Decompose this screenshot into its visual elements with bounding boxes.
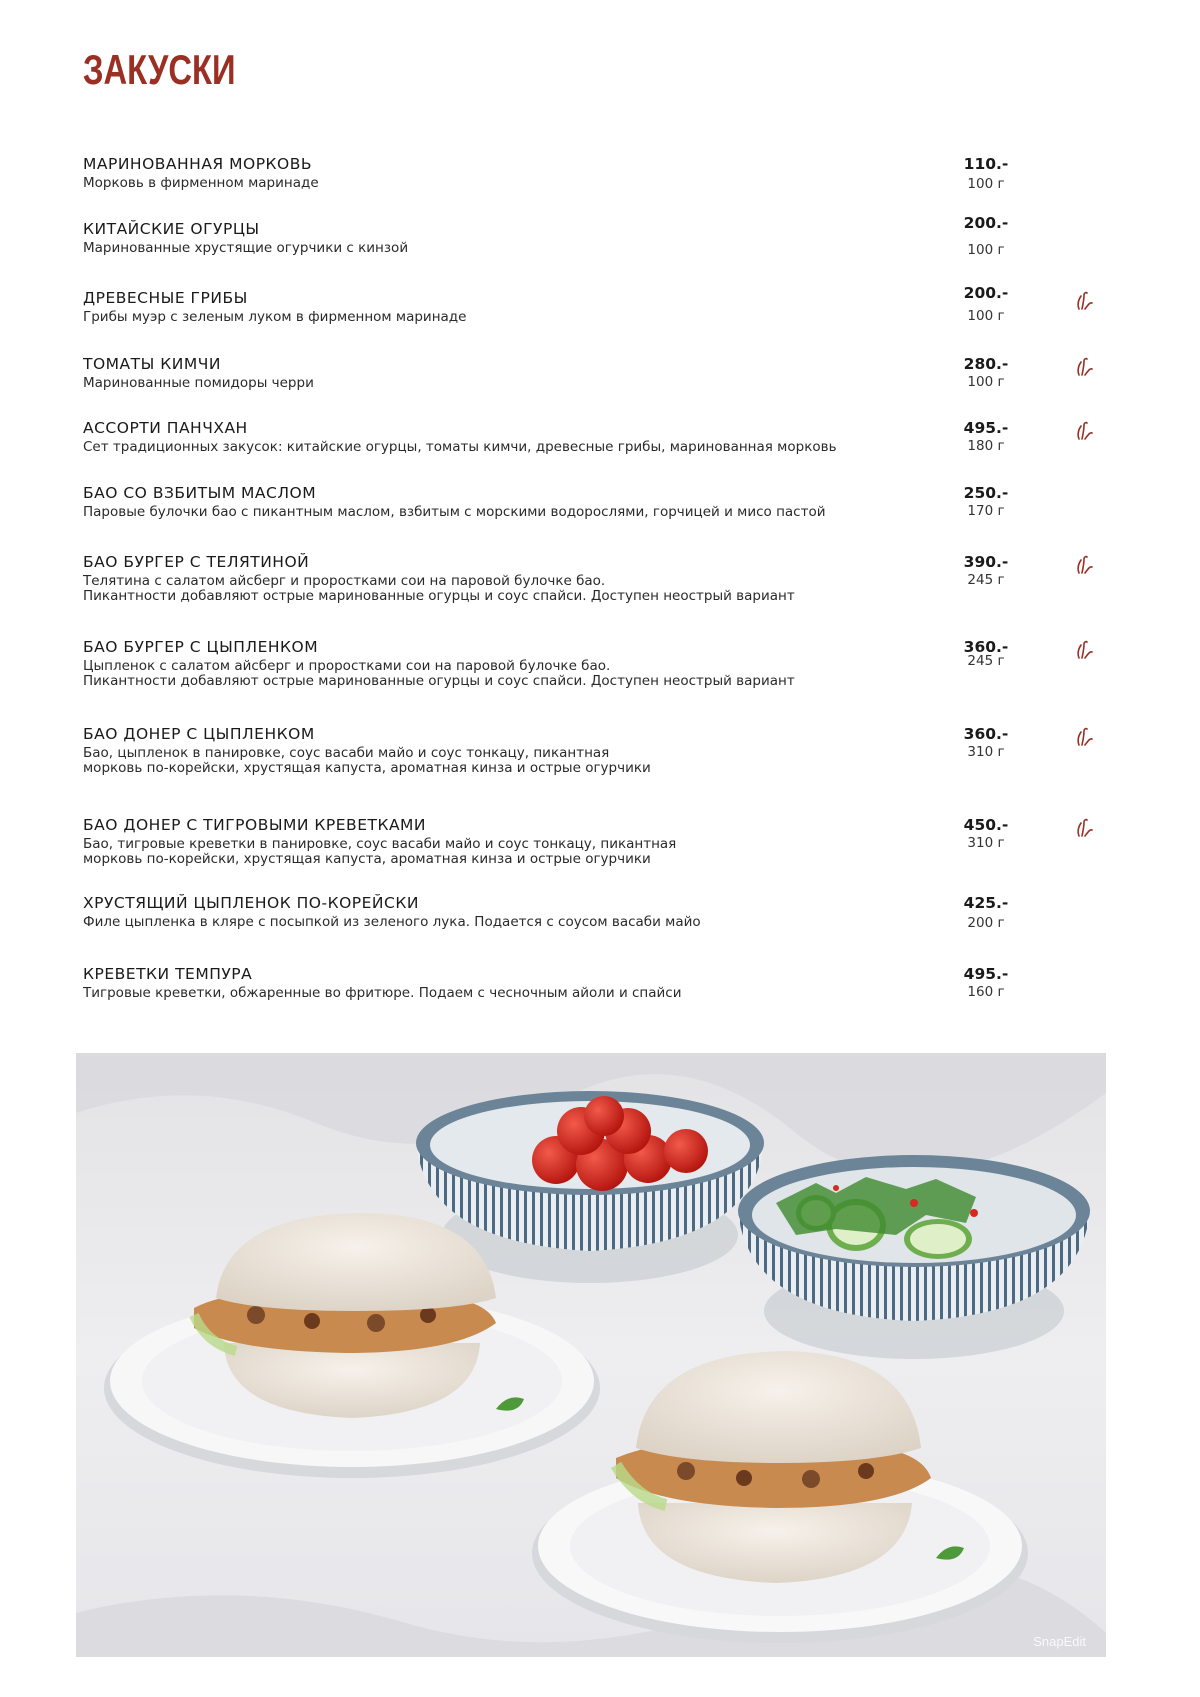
chili-pepper-icon [1076, 420, 1094, 440]
item-name: БАО БУРГЕР С ТЕЛЯТИНОЙ [83, 553, 310, 571]
menu-item [83, 214, 1103, 258]
item-price: 360.- [963, 725, 1009, 743]
item-weight: 100 г [967, 176, 1005, 192]
menu-item [83, 483, 1103, 520]
item-name: МАРИНОВАННАЯ МОРКОВЬ [83, 155, 313, 173]
chili-pepper-icon [1076, 726, 1094, 746]
item-description: Паровые булочки бао с пикантным маслом, взбитым с морскими водорослями, горчицей и мисо пастой [83, 504, 826, 520]
item-weight: 200 г [967, 915, 1005, 931]
item-price: 425.- [963, 894, 1009, 912]
item-name: ХРУСТЯЩИЙ ЦЫПЛЕНОК ПО-КОРЕЙСКИ [83, 894, 419, 912]
menu-item [83, 964, 1103, 1001]
item-price: 200.- [963, 284, 1009, 302]
item-weight: 180 г [967, 438, 1005, 454]
item-description: Грибы муэр с зеленым луком в фирменном маринаде [83, 309, 467, 325]
item-name: БАО СО ВЗБИТЫМ МАСЛОМ [83, 484, 317, 502]
menu-item [83, 552, 1103, 604]
menu-item [83, 815, 1103, 867]
item-name: БАО ДОНЕР С ТИГРОВЫМИ КРЕВЕТКАМИ [83, 816, 427, 834]
item-weight: 170 г [967, 503, 1005, 519]
item-name: БАО БУРГЕР С ЦЫПЛЕНКОМ [83, 638, 319, 656]
watermark-text: SnapEdit [1033, 1634, 1086, 1649]
item-weight: 310 г [967, 744, 1005, 760]
item-price: 200.- [963, 214, 1009, 232]
item-description: Сет традиционных закусок: китайские огурцы, томаты кимчи, древесные грибы, маринованная морковь [83, 439, 837, 455]
item-description: Бао, тигровые креветки в панировке, соус васаби майо и соус тонкацу, пикантная морковь по-корейски, хрустящая капуста, ароматная кинза и острые огурчики [83, 836, 677, 867]
item-weight: 245 г [967, 653, 1005, 669]
item-description: Тигровые креветки, обжаренные во фритюре. Подаем с чесночным айоли и спайси [83, 985, 682, 1001]
item-name: КРЕВЕТКИ ТЕМПУРА [83, 965, 253, 983]
item-weight: 245 г [967, 572, 1005, 588]
menu-item [83, 354, 1103, 391]
item-description: Морковь в фирменном маринаде [83, 175, 319, 191]
chili-pepper-icon [1076, 639, 1094, 659]
item-weight: 100 г [967, 242, 1005, 258]
item-weight: 160 г [967, 984, 1005, 1000]
item-name: КИТАЙСКИЕ ОГУРЦЫ [83, 220, 260, 238]
chili-pepper-icon [1076, 356, 1094, 376]
item-weight: 100 г [967, 308, 1005, 324]
item-price: 250.- [963, 484, 1009, 502]
menu-item [83, 284, 1103, 325]
menu-item [83, 893, 1103, 930]
item-price: 110.- [963, 155, 1009, 173]
menu-item [83, 418, 1103, 455]
item-weight: 310 г [967, 835, 1005, 851]
item-name: БАО ДОНЕР С ЦЫПЛЕНКОМ [83, 725, 315, 743]
item-description: Маринованные хрустящие огурчики с кинзой [83, 240, 409, 256]
item-description: Бао, цыпленок в панировке, соус васаби майо и соус тонкацу, пикантная морковь по-корейски, хрустящая капуста, ароматная кинза и острые огурчики [83, 745, 651, 776]
item-description: Филе цыпленка в кляре с посыпкой из зеленого лука. Подается с соусом васаби майо [83, 914, 701, 930]
menu-item [83, 724, 1103, 776]
menu-item [83, 154, 1103, 191]
item-price: 390.- [963, 553, 1009, 571]
item-price: 495.- [963, 419, 1009, 437]
menu-item [83, 637, 1103, 689]
item-price: 450.- [963, 816, 1009, 834]
chili-pepper-icon [1076, 554, 1094, 574]
item-price: 495.- [963, 965, 1009, 983]
item-price: 280.- [963, 355, 1009, 373]
item-price: 360.- [963, 638, 1009, 656]
item-description: Телятина с салатом айсберг и проростками сои на паровой булочке бао. Пикантности добавляют острые маринованные огурцы и соус спайси. Доступен неострый вариант [83, 573, 795, 604]
food-photo [76, 1053, 1106, 1657]
chili-pepper-icon [1076, 290, 1094, 310]
item-name: АССОРТИ ПАНЧХАН [83, 419, 248, 437]
food-photo-illustration [76, 1053, 1106, 1657]
chili-pepper-icon [1076, 817, 1094, 837]
section-title: ЗАКУСКИ [83, 46, 236, 93]
item-weight: 100 г [967, 374, 1005, 390]
item-description: Цыпленок с салатом айсберг и проростками сои на паровой булочке бао. Пикантности добавляют острые маринованные огурцы и соус спайси. Доступен неострый вариант [83, 658, 795, 689]
item-name: ДРЕВЕСНЫЕ ГРИБЫ [83, 289, 248, 307]
item-description: Маринованные помидоры черри [83, 375, 314, 391]
item-name: ТОМАТЫ КИМЧИ [83, 355, 221, 373]
